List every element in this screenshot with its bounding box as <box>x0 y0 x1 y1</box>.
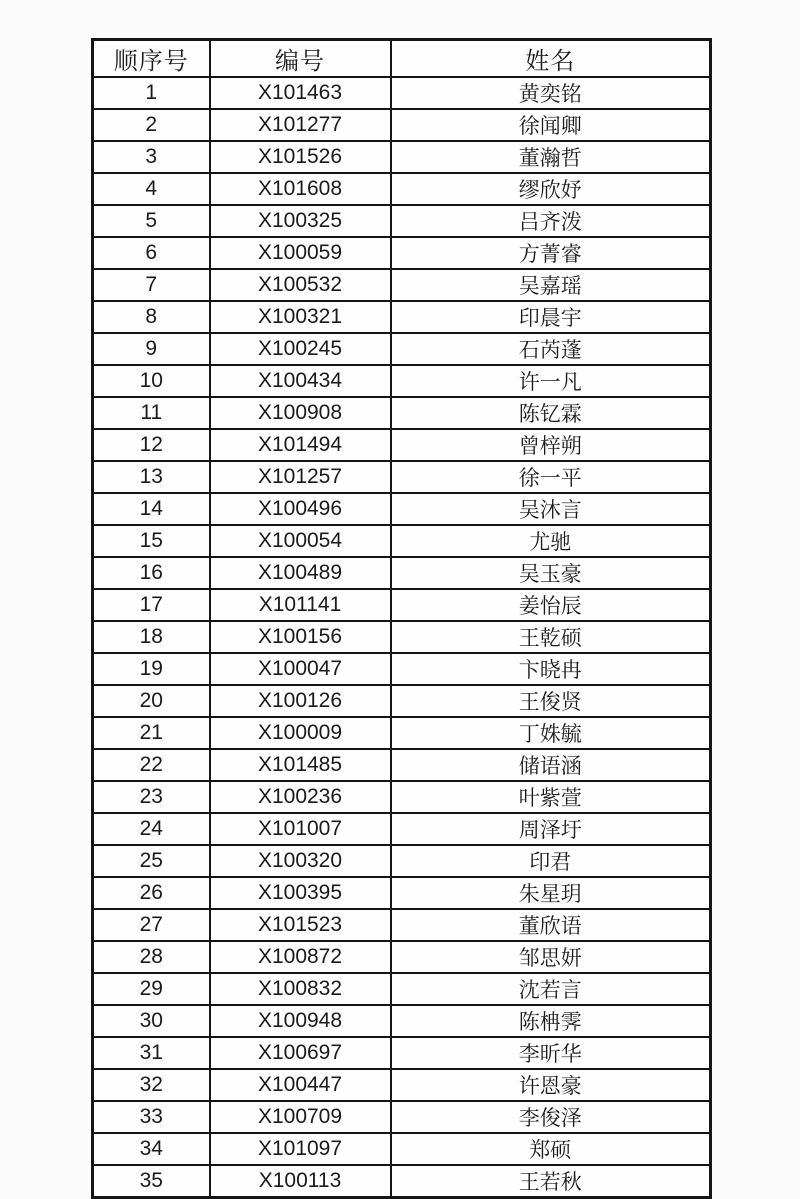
table-row <box>93 685 711 717</box>
cell-seq: 12 <box>93 429 210 461</box>
table-row <box>93 621 711 653</box>
cell-name: 吴沐言 <box>391 493 711 525</box>
cell-id: X101494 <box>210 429 391 461</box>
cell-id: X100113 <box>210 1165 391 1198</box>
cell-id: X100908 <box>210 397 391 429</box>
cell-name: 徐一平 <box>391 461 711 493</box>
cell-name: 叶紫萱 <box>391 781 711 813</box>
table-row <box>93 301 711 333</box>
table-header <box>93 40 711 78</box>
table-row <box>93 365 711 397</box>
table-row <box>93 1133 711 1165</box>
cell-name: 姜怡辰 <box>391 589 711 621</box>
cell-seq: 6 <box>93 237 210 269</box>
cell-name: 周泽圩 <box>391 813 711 845</box>
cell-name: 印君 <box>391 845 711 877</box>
document-sheet <box>91 38 712 1199</box>
cell-seq: 4 <box>93 173 210 205</box>
cell-name: 陈钇霖 <box>391 397 711 429</box>
cell-id: X100009 <box>210 717 391 749</box>
cell-name: 李昕华 <box>391 1037 711 1069</box>
cell-seq: 23 <box>93 781 210 813</box>
cell-name: 邹思妍 <box>391 941 711 973</box>
cell-id: X100496 <box>210 493 391 525</box>
table-row <box>93 749 711 781</box>
cell-seq: 20 <box>93 685 210 717</box>
cell-name: 卞晓冉 <box>391 653 711 685</box>
table-row <box>93 109 711 141</box>
table-row <box>93 1101 711 1133</box>
table-body <box>93 77 711 1198</box>
cell-name: 沈若言 <box>391 973 711 1005</box>
cell-name: 储语涵 <box>391 749 711 781</box>
cell-seq: 26 <box>93 877 210 909</box>
cell-name: 郑硕 <box>391 1133 711 1165</box>
cell-id: X101523 <box>210 909 391 941</box>
table-row <box>93 1165 711 1198</box>
cell-seq: 34 <box>93 1133 210 1165</box>
header-row <box>93 40 711 78</box>
cell-name: 董瀚哲 <box>391 141 711 173</box>
cell-name: 丁姝毓 <box>391 717 711 749</box>
table-row <box>93 429 711 461</box>
cell-id: X100126 <box>210 685 391 717</box>
cell-id: X101526 <box>210 141 391 173</box>
cell-id: X100321 <box>210 301 391 333</box>
cell-name: 董欣语 <box>391 909 711 941</box>
table-row <box>93 781 711 813</box>
cell-id: X100489 <box>210 557 391 589</box>
cell-seq: 28 <box>93 941 210 973</box>
cell-seq: 10 <box>93 365 210 397</box>
column-header-name: 姓名 <box>391 40 711 78</box>
cell-seq: 18 <box>93 621 210 653</box>
table-row <box>93 941 711 973</box>
table-row <box>93 589 711 621</box>
cell-id: X100320 <box>210 845 391 877</box>
cell-id: X100236 <box>210 781 391 813</box>
cell-name: 吴嘉瑶 <box>391 269 711 301</box>
cell-name: 徐闻卿 <box>391 109 711 141</box>
cell-name: 吕齐泼 <box>391 205 711 237</box>
cell-id: X101141 <box>210 589 391 621</box>
cell-seq: 29 <box>93 973 210 1005</box>
cell-name: 黄奕铭 <box>391 77 711 109</box>
cell-id: X101277 <box>210 109 391 141</box>
cell-id: X100697 <box>210 1037 391 1069</box>
cell-id: X100832 <box>210 973 391 1005</box>
cell-seq: 31 <box>93 1037 210 1069</box>
cell-seq: 8 <box>93 301 210 333</box>
table-row <box>93 493 711 525</box>
table-row <box>93 1037 711 1069</box>
table-row <box>93 557 711 589</box>
cell-name: 吴玉豪 <box>391 557 711 589</box>
cell-id: X100325 <box>210 205 391 237</box>
cell-id: X101007 <box>210 813 391 845</box>
cell-name: 朱星玥 <box>391 877 711 909</box>
cell-seq: 11 <box>93 397 210 429</box>
cell-seq: 14 <box>93 493 210 525</box>
cell-id: X100156 <box>210 621 391 653</box>
cell-seq: 30 <box>93 1005 210 1037</box>
cell-seq: 16 <box>93 557 210 589</box>
cell-seq: 13 <box>93 461 210 493</box>
table-row <box>93 205 711 237</box>
cell-seq: 15 <box>93 525 210 557</box>
cell-id: X100047 <box>210 653 391 685</box>
table-row <box>93 845 711 877</box>
table-row <box>93 717 711 749</box>
cell-name: 王若秋 <box>391 1165 711 1198</box>
table-row <box>93 877 711 909</box>
cell-seq: 5 <box>93 205 210 237</box>
roster-table <box>91 38 712 1199</box>
cell-seq: 25 <box>93 845 210 877</box>
table-row <box>93 653 711 685</box>
cell-seq: 27 <box>93 909 210 941</box>
cell-name: 陈柟霁 <box>391 1005 711 1037</box>
cell-id: X101608 <box>210 173 391 205</box>
cell-id: X101463 <box>210 77 391 109</box>
cell-name: 尤驰 <box>391 525 711 557</box>
cell-name: 曾梓朔 <box>391 429 711 461</box>
table-row <box>93 77 711 109</box>
cell-id: X101485 <box>210 749 391 781</box>
cell-seq: 1 <box>93 77 210 109</box>
cell-seq: 33 <box>93 1101 210 1133</box>
table-row <box>93 973 711 1005</box>
table-row <box>93 237 711 269</box>
cell-id: X100872 <box>210 941 391 973</box>
cell-id: X100245 <box>210 333 391 365</box>
cell-seq: 17 <box>93 589 210 621</box>
cell-id: X101257 <box>210 461 391 493</box>
cell-seq: 7 <box>93 269 210 301</box>
table-row <box>93 525 711 557</box>
cell-id: X100059 <box>210 237 391 269</box>
cell-seq: 19 <box>93 653 210 685</box>
cell-seq: 32 <box>93 1069 210 1101</box>
table-row <box>93 269 711 301</box>
cell-seq: 35 <box>93 1165 210 1198</box>
cell-id: X100434 <box>210 365 391 397</box>
cell-id: X100532 <box>210 269 391 301</box>
cell-name: 石芮蓬 <box>391 333 711 365</box>
cell-id: X100709 <box>210 1101 391 1133</box>
cell-seq: 24 <box>93 813 210 845</box>
cell-name: 李俊泽 <box>391 1101 711 1133</box>
column-header-seq: 顺序号 <box>93 40 210 78</box>
column-header-id: 编号 <box>210 40 391 78</box>
cell-id: X100395 <box>210 877 391 909</box>
cell-id: X100948 <box>210 1005 391 1037</box>
cell-seq: 21 <box>93 717 210 749</box>
cell-name: 许一凡 <box>391 365 711 397</box>
cell-name: 印晨宇 <box>391 301 711 333</box>
table-row <box>93 141 711 173</box>
cell-name: 许恩豪 <box>391 1069 711 1101</box>
table-row <box>93 461 711 493</box>
cell-name: 方菁睿 <box>391 237 711 269</box>
table-row <box>93 813 711 845</box>
cell-seq: 2 <box>93 109 210 141</box>
cell-seq: 9 <box>93 333 210 365</box>
cell-name: 王乾硕 <box>391 621 711 653</box>
table-row <box>93 173 711 205</box>
table-row <box>93 397 711 429</box>
table-row <box>93 1069 711 1101</box>
cell-name: 缪欣妤 <box>391 173 711 205</box>
cell-id: X100447 <box>210 1069 391 1101</box>
table-row <box>93 1005 711 1037</box>
cell-id: X100054 <box>210 525 391 557</box>
cell-name: 王俊贤 <box>391 685 711 717</box>
table-row <box>93 909 711 941</box>
cell-seq: 3 <box>93 141 210 173</box>
table-row <box>93 333 711 365</box>
cell-id: X101097 <box>210 1133 391 1165</box>
cell-seq: 22 <box>93 749 210 781</box>
